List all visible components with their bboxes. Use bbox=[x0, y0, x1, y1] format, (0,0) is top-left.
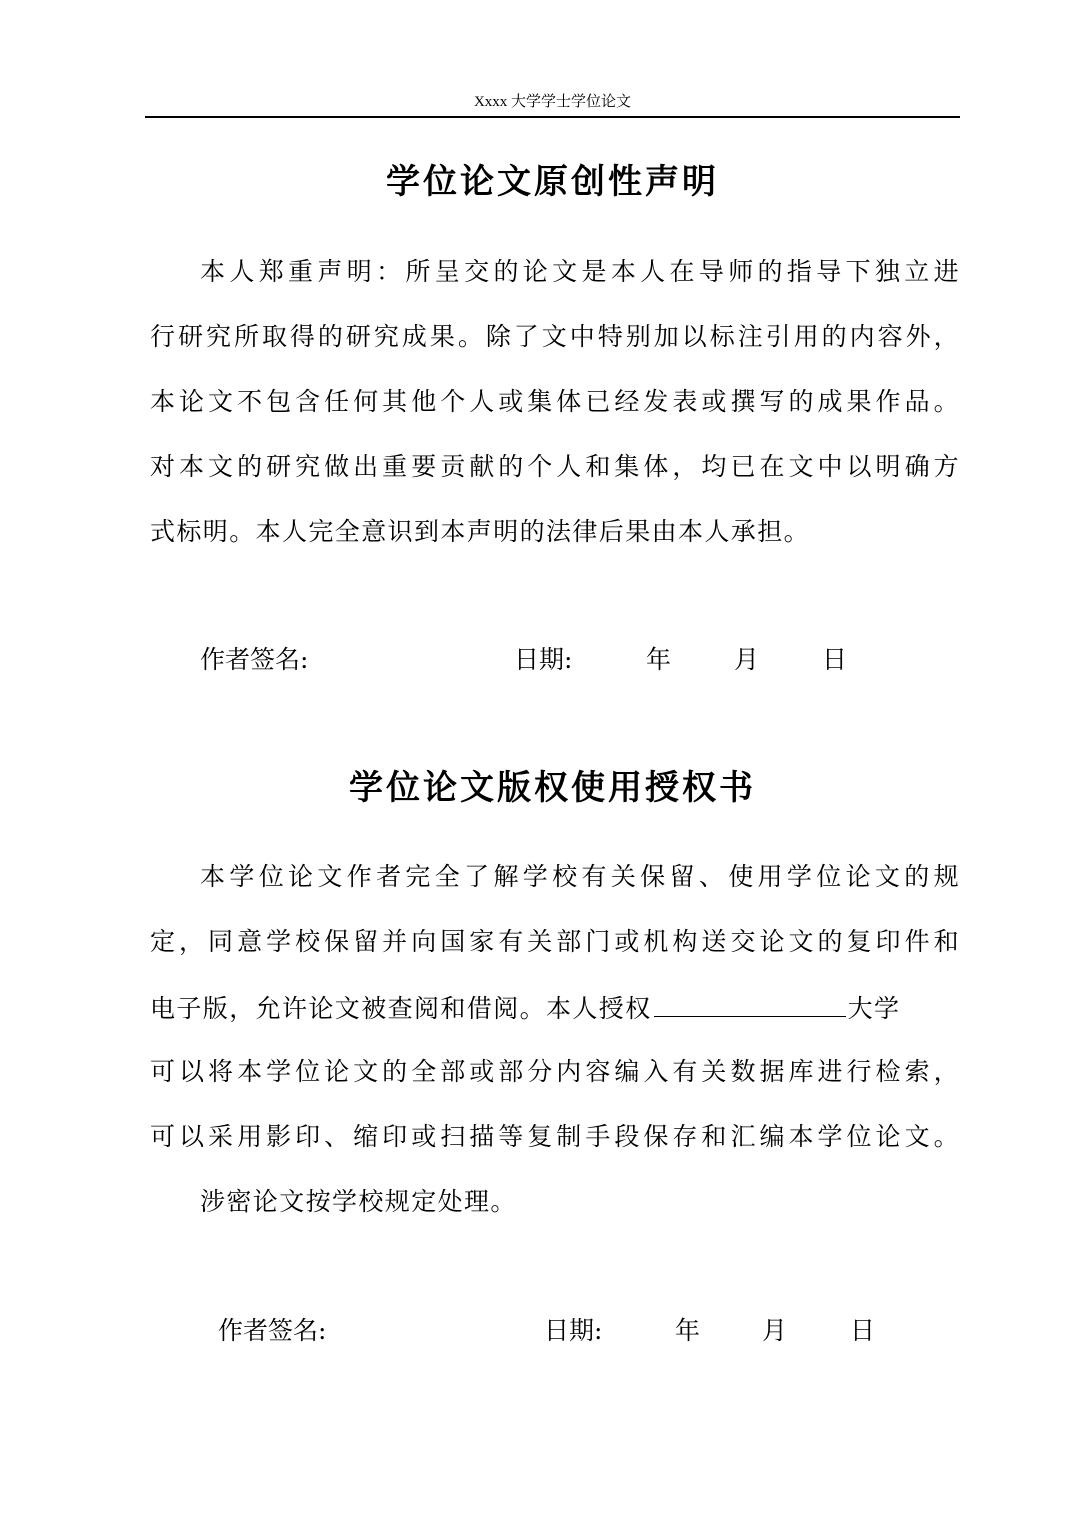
year-label: 年 bbox=[646, 645, 672, 674]
originality-line-3: 本论文不包含任何其他个人或集体已经发表或撰写的成果作品。 bbox=[150, 387, 960, 416]
originality-signature-row bbox=[0, 642, 848, 678]
day-label: 日 bbox=[850, 1316, 876, 1345]
university-name-blank[interactable] bbox=[654, 990, 846, 1017]
copyright-line-6: 涉密论文按学校规定处理。 bbox=[200, 1187, 517, 1216]
running-header: Xxxx 大学学士学位论文 bbox=[473, 94, 632, 110]
university-suffix: 大学 bbox=[847, 994, 901, 1023]
copyright-line-5: 可以采用影印、缩印或扫描等复制手段保存和汇编本学位论文。 bbox=[150, 1122, 960, 1151]
date-label: 日期: bbox=[544, 1316, 603, 1345]
header-rule bbox=[145, 116, 960, 118]
originality-line-5: 式标明。本人完全意识到本声明的法律后果由本人承担。 bbox=[150, 517, 811, 546]
month-label: 月 bbox=[762, 1316, 788, 1345]
copyright-signature-row bbox=[0, 1313, 876, 1349]
month-label: 月 bbox=[734, 645, 760, 674]
author-signature-label: 作者签名: bbox=[200, 645, 309, 674]
copyright-line-4: 可以将本学位论文的全部或部分内容编入有关数据库进行检索， bbox=[150, 1057, 960, 1086]
date-label: 日期: bbox=[514, 645, 573, 674]
author-signature-label: 作者签名: bbox=[218, 1316, 327, 1345]
copyright-line-2: 定，同意学校保留并向国家有关部门或机构送交论文的复印件和 bbox=[150, 927, 960, 956]
originality-line-1: 本人郑重声明：所呈交的论文是本人在导师的指导下独立进 bbox=[200, 257, 960, 286]
copyright-line-1: 本学位论文作者完全了解学校有关保留、使用学位论文的规 bbox=[200, 862, 960, 891]
originality-line-4: 对本文的研究做出重要贡献的个人和集体，均已在文中以明确方 bbox=[150, 452, 960, 481]
copyright-title: 学位论文版权使用授权书 bbox=[349, 768, 756, 808]
copyright-line-3-text: 电子版，允许论文被查阅和借阅。本人授权 bbox=[150, 994, 652, 1023]
copyright-line-3 bbox=[150, 990, 960, 1026]
originality-title: 学位论文原创性声明 bbox=[386, 162, 719, 202]
day-label: 日 bbox=[822, 645, 848, 674]
originality-line-2: 行研究所取得的研究成果。除了文中特别加以标注引用的内容外， bbox=[150, 322, 960, 351]
year-label: 年 bbox=[675, 1316, 701, 1345]
